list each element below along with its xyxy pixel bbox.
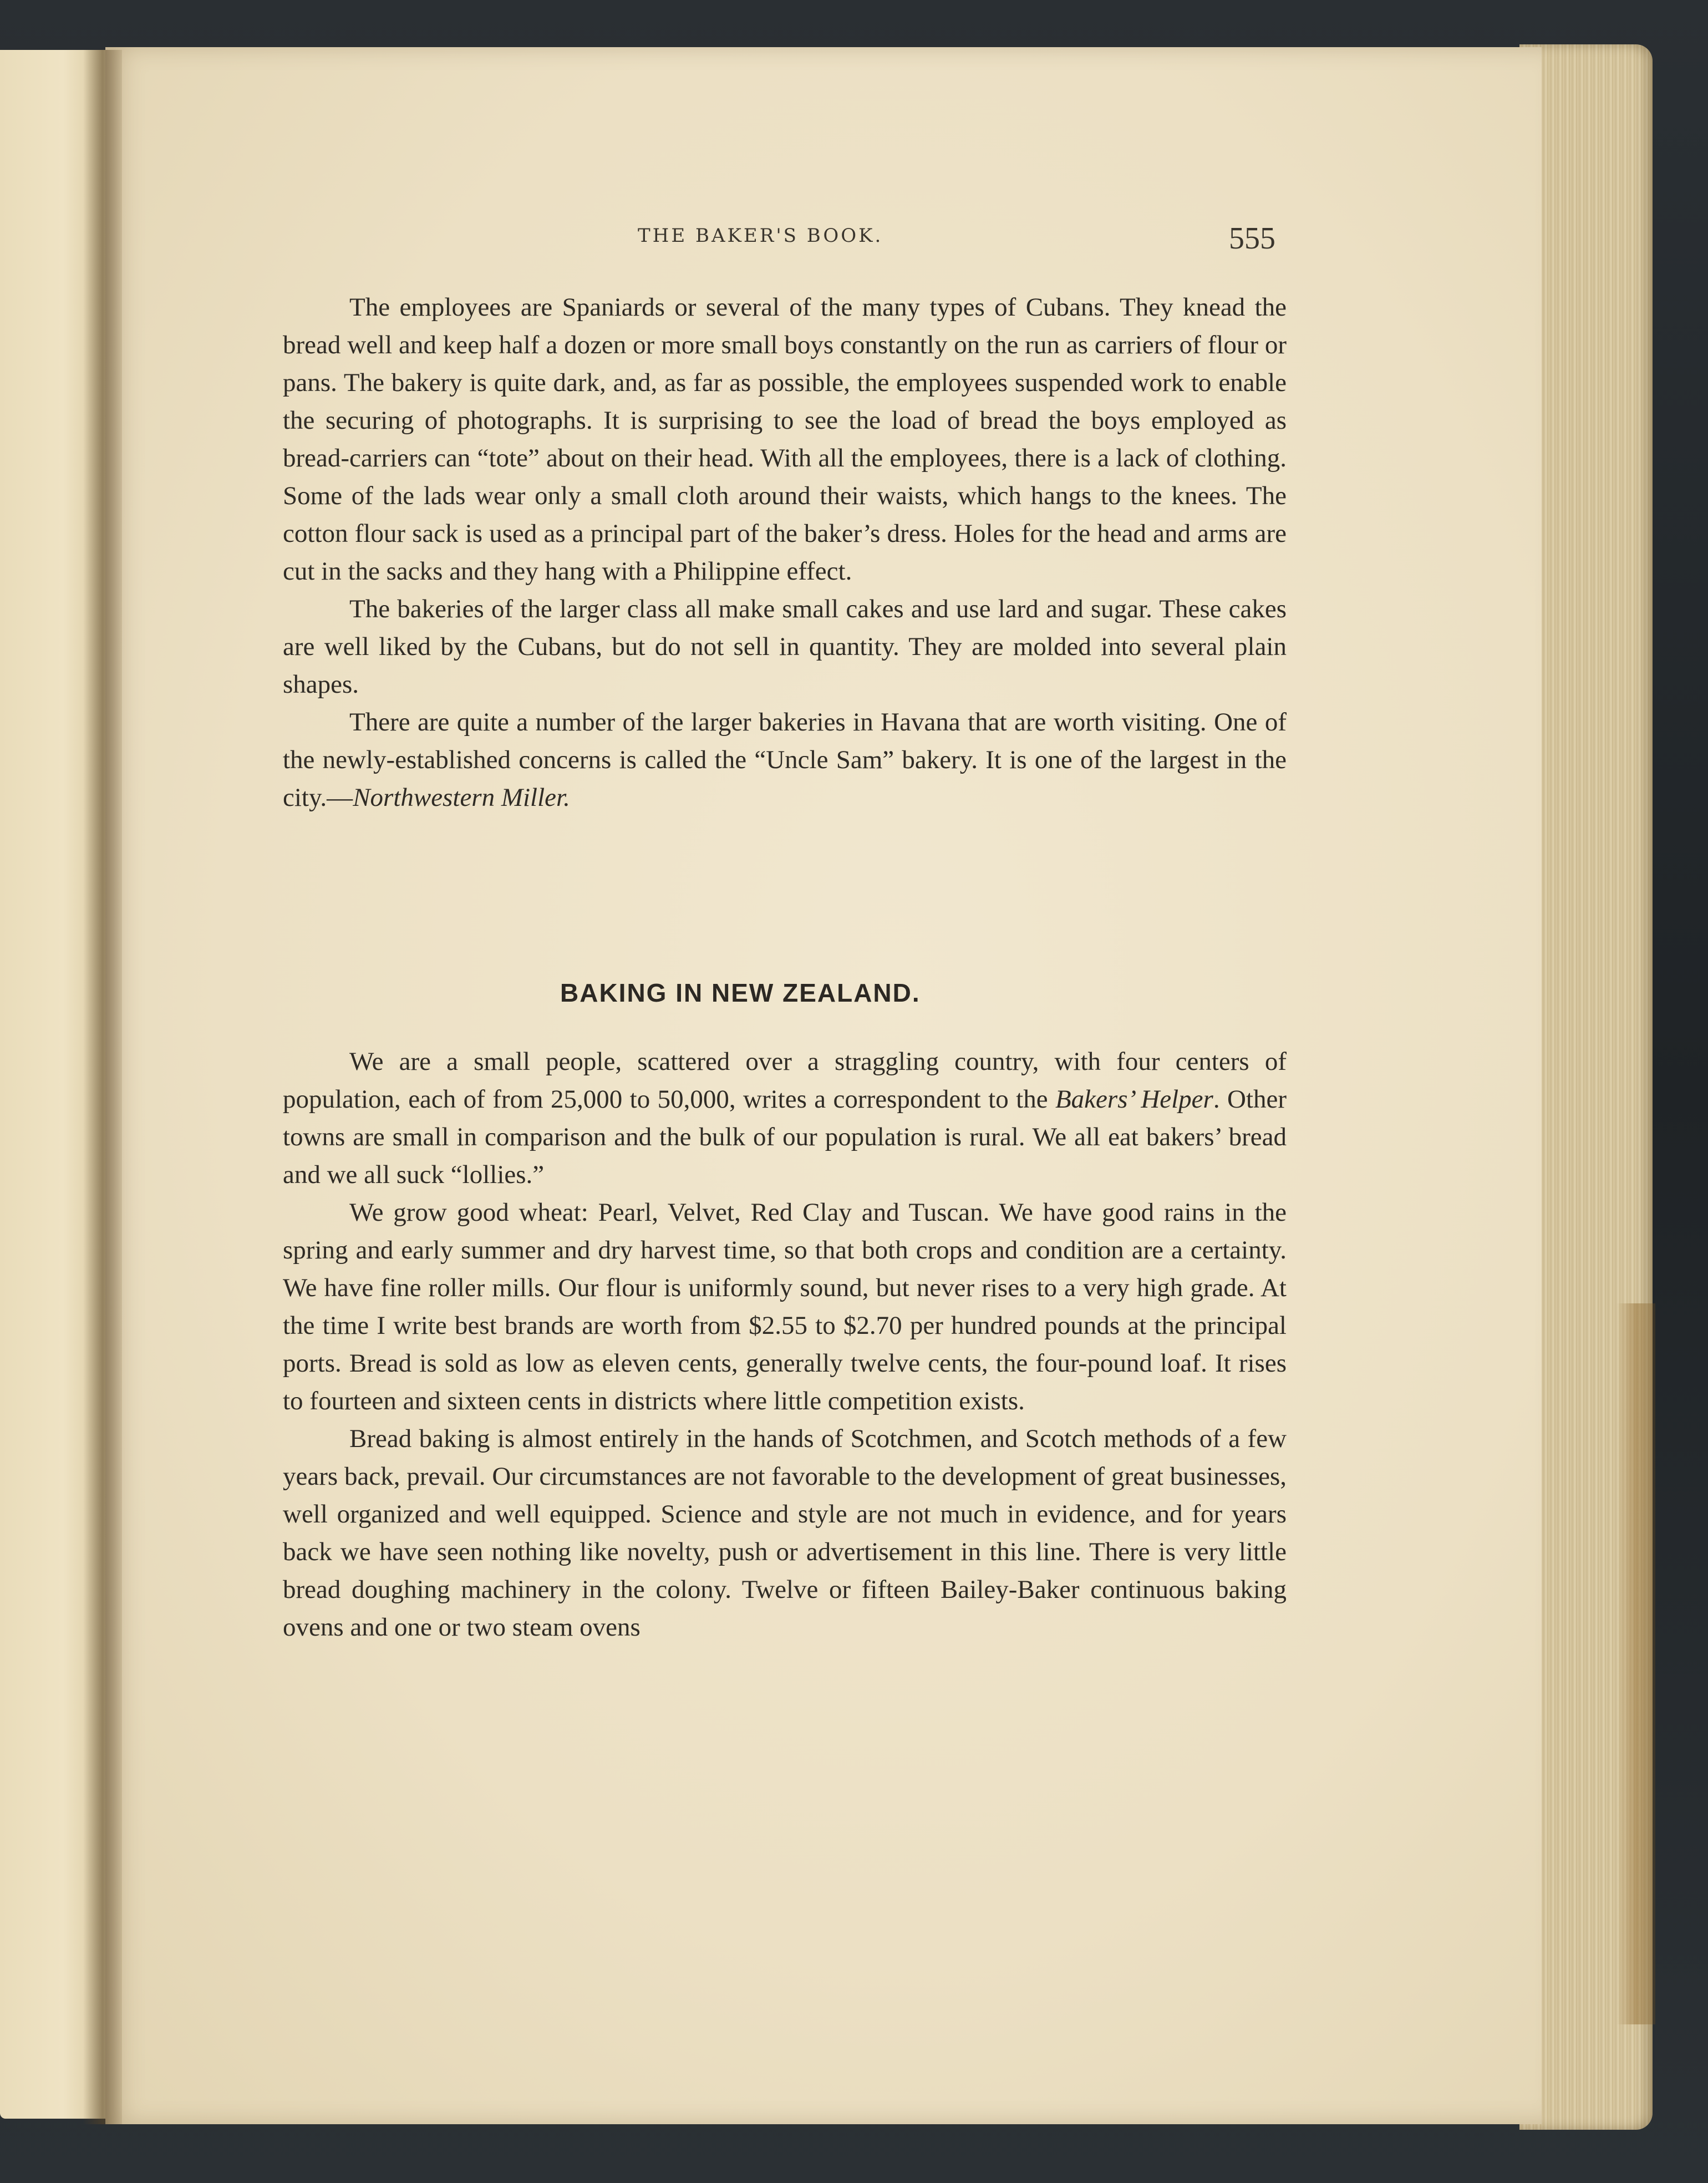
section-title: BAKING IN NEW ZEALAND. [560,978,921,1007]
paragraph [283,590,1287,703]
paragraph [283,1420,1287,1646]
paragraph [283,1194,1287,1420]
section-new-zealand [283,1043,1287,1646]
running-head: THE BAKER'S BOOK. [638,225,883,247]
paragraph [283,1043,1287,1194]
paragraph-text: The employees are Spaniards or several of the many types of Cubans. They knead the bread well and keep half a dozen or more small boys constantly on the run as carriers of flour or pans. The bakery is quite dark, and, as far as possible, the employees suspended work to enable the securing of photographs. It is surprising to see the load of bread the boys employed as bread-carriers can “tote” about on their head. With all the employees, there is a lack of clothing. Some of the lads wear only a small cloth around their waists, which hangs to the knees. The cotton flour sack is used as a principal part of the baker’s dress. Holes for the head and arms are cut in the sacks and they hang with a Philippine effect. [283,293,1287,586]
edge-stain [1616,1303,1655,2024]
paragraph-text: There are quite a number of the larger bakeries in Havana that are worth visiting. One of the newly-established concerns is called the “Uncle Sam” bakery. It is one of the largest in the city.— [283,708,1287,812]
paragraph-text: . Other towns are small in comparison and the bulk of our population is rural. We all eat bakers’ bread and we all suck “lollies.” [283,1085,1287,1189]
publication-title: Bakers’ Helper [1055,1085,1213,1114]
section-cuban-bakeries [283,288,1287,816]
paragraph-text: We are a small people, scattered over a straggling country, with four centers of population, each of from 25,000 to 50,000, writes a correspondent to the [283,1047,1287,1114]
paragraph-text: We grow good wheat: Pearl, Velvet, Red Clay and Tuscan. We have good rains in the spring and early summer and dry harvest time, so that both crops and condition are a certainty. We have fine roller mills. Our flour is uniformly sound, but never rises to a very high grade. At the time I write best brands are worth from $2.55 to $2.70 per hundred pounds at the principal ports. Bread is sold as low as eleven cents, generally twelve cents, the four-pound loaf. It rises to fourteen and sixteen cents in districts where little competition exists. [283,1198,1287,1415]
page-gutter [83,50,122,2124]
paragraph-text: Bread baking is almost entirely in the hands of Scotchmen, and Scotch methods of a few years back, prevail. Our circumstances are not favorable to the development of great businesses, well organized and well equipped. Science and style are not much in evidence, and for years back we have seen nothing like novelty, push or advertisement in this line. There is very little bread doughing machinery in the colony. Twelve or fifteen Bailey-Baker continuous baking ovens and one or two steam ovens [283,1424,1287,1642]
paragraph [283,703,1287,816]
page-number: 555 [1229,221,1275,256]
paragraph [283,288,1287,590]
paragraph-text: The bakeries of the larger class all make small cakes and use lard and sugar. These cakes are well liked by the Cubans, but do not sell in quantity. They are molded into several plain shapes. [283,595,1287,699]
source-citation: Northwestern Miller. [353,783,570,812]
